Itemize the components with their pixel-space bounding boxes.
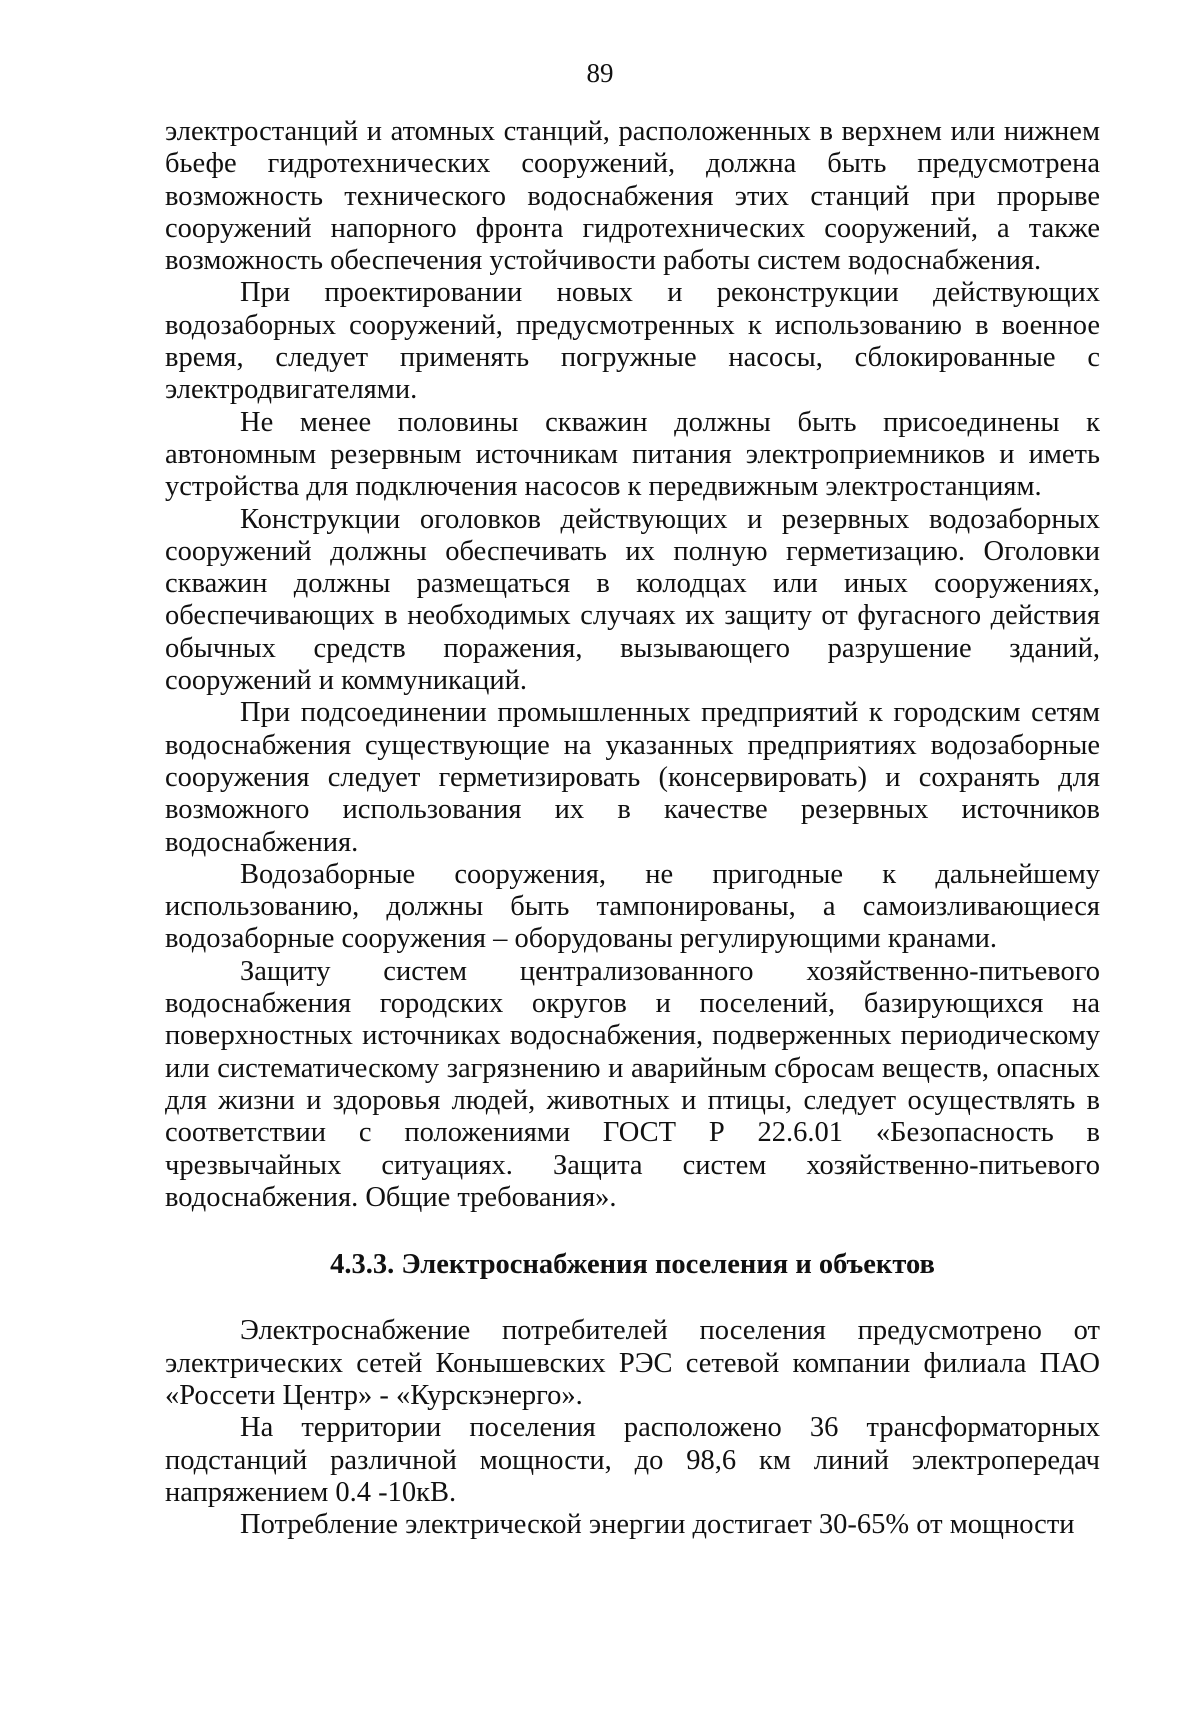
paragraph: Электроснабжение потребителей поселения предусмотрено от электрических сетей Конышевских РЭС сетевой компании филиала ПАО «Россети Центр» - «Курскэнерго». xyxy=(165,1315,1100,1411)
paragraph: Водозаборные сооружения, не пригодные к дальнейшему использованию, должны быть тампонированы, а самоизливающиеся водозаборные сооружения – оборудованы регулирующими кранами. xyxy=(165,858,1100,955)
paragraph: электростанций и атомных станций, расположенных в верхнем или нижнем бьефе гидротехнических сооружений, должна быть предусмотрена возможность технического водоснабжения этих станций при прорыве сооружений напорного фронта гидротехнических сооружений, а также возможность обеспечения устойчивости работы систем водоснабжения. xyxy=(165,116,1100,277)
paragraph: Защиту систем централизованного хозяйственно-питьевого водоснабжения городских округов и поселений, базирующихся на поверхностных источниках водоснабжения, подверженных периодическому или систематическому загрязнению и аварийным сбросам веществ, опасных для жизни и здоровья людей, животных и птицы, следует осуществлять в соответствии с положениями ГОСТ Р 22.6.01 «Безопасность в чрезвычайных ситуациях. Защита систем хозяйственно-питьевого водоснабжения. Общие требования». xyxy=(165,955,1100,1213)
paragraph: На территории поселения расположено 36 трансформаторных подстанций различной мощности, до 98,6 км линий электропередач напряжением 0.4 -10кВ. xyxy=(165,1412,1100,1508)
paragraph: Потребление электрической энергии достигает 30-65% от мощности xyxy=(240,1509,1075,1541)
page-number: 89 xyxy=(586,58,614,88)
paragraph: Не менее половины скважин должны быть присоединены к автономным резервным источникам питания электроприемников и иметь устройства для подключения насосов к передвижным электростанциям. xyxy=(165,406,1100,503)
paragraph: При проектировании новых и реконструкции действующих водозаборных сооружений, предусмотренных к использованию в военное время, следует применять погружные насосы, сблокированные с электродвигателями. xyxy=(165,277,1100,406)
section-heading: 4.3.3. Электроснабжения поселения и объектов xyxy=(330,1249,935,1281)
paragraph: При подсоединении промышленных предприятий к городским сетям водоснабжения существующие на указанных предприятиях водозаборные сооружения следует герметизировать (консервировать) и сохранять для возможного использования их в качестве резервных источников водоснабжения. xyxy=(165,697,1100,858)
document-body xyxy=(165,116,1100,1541)
paragraph: Конструкции оголовков действующих и резервных водозаборных сооружений должны обеспечивать их полную герметизацию. Оголовки скважин должны размещаться в колодцах или иных сооружениях, обеспечивающих в необходимых случаях их защиту от фугасного действия обычных средств поражения, вызывающего разрушение зданий, сооружений и коммуникаций. xyxy=(165,503,1100,697)
